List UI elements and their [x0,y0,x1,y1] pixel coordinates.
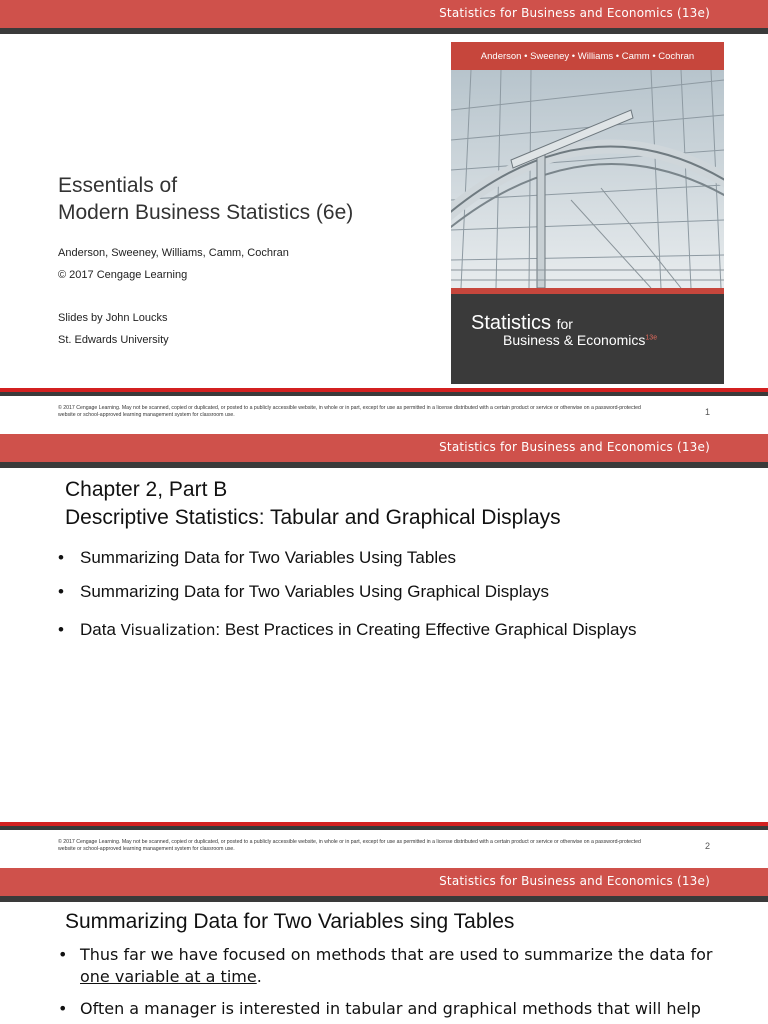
list-item: • Data Visualization: Best Practices in Creating Effective Graphical Displays [58,620,636,640]
slide-header [0,868,768,902]
slides-by: Slides by John Loucks [58,312,168,324]
header-title: Statistics for Business and Economics (13e) [439,6,710,20]
list-item: • Thus far we have focused on methods that are used to summarize the data for one variable at a time. [58,944,738,988]
cover-subtitle: Business & Economics$^{13e}$ [503,332,658,348]
title-line-1: Essentials of [58,174,178,197]
slide-footer [0,822,768,868]
list-item: • Summarizing Data for Two Variables Using Tables [58,548,636,582]
book-cover [451,42,724,384]
footer-notice: © 2017 Cengage Learning. May not be scanned, copied or duplicated, or posted to a publicly accessible website, in whole or in part, except for use as permitted in a license distributed with a certain product or service or otherwise on a password-protected website or school-approved learning management system for classroom use. [58,839,641,852]
title-line-1: Chapter 2, Part B [65,478,228,501]
cover-edition: 13e [645,334,658,342]
slide-3 [0,868,768,1024]
footer-bar [0,388,768,396]
header-title: Statistics for Business and Economics (13e) [439,440,710,454]
bullet-list [58,944,738,1020]
page-number: 2 [704,841,710,851]
slide-footer [0,388,768,434]
footer-notice: © 2017 Cengage Learning. May not be scanned, copied or duplicated, or posted to a publicly accessible website, in whole or in part, except for use as permitted in a license distributed with a certain product or service or otherwise on a password-protected website or school-approved learning management system for classroom use. [58,405,641,418]
copyright: © 2017 Cengage Learning [58,269,188,281]
title-line-2: Descriptive Statistics: Tabular and Graphical Displays [65,506,561,529]
list-item: • Often a manager is interested in tabular and graphical methods that will help [58,998,738,1020]
slide-title: Summarizing Data for Two Variables sing Tables [65,910,515,933]
slides-credit [58,307,169,351]
cover-red-stripe [451,288,724,294]
bullet-list [58,548,636,640]
cover-photo [451,70,724,288]
cover-authors: Anderson • Sweeney • Williams • Camm • Cochran [451,42,724,70]
slide-title [58,172,353,226]
university: St. Edwards University [58,334,169,346]
slide-2 [0,434,768,868]
slide-1 [0,0,768,434]
footer-bar [0,822,768,830]
header-title: Statistics for Business and Economics (13e) [439,874,710,888]
slide-header [0,0,768,34]
cover-title: Statistics for [471,312,573,334]
list-item: • Summarizing Data for Two Variables Using Graphical Displays [58,582,636,620]
author-info [58,242,289,286]
slide-header [0,434,768,468]
authors: Anderson, Sweeney, Williams, Camm, Cochran [58,247,289,259]
slide-title [65,476,561,532]
page-number: 1 [704,407,710,417]
title-line-2: Modern Business Statistics (6e) [58,201,354,224]
